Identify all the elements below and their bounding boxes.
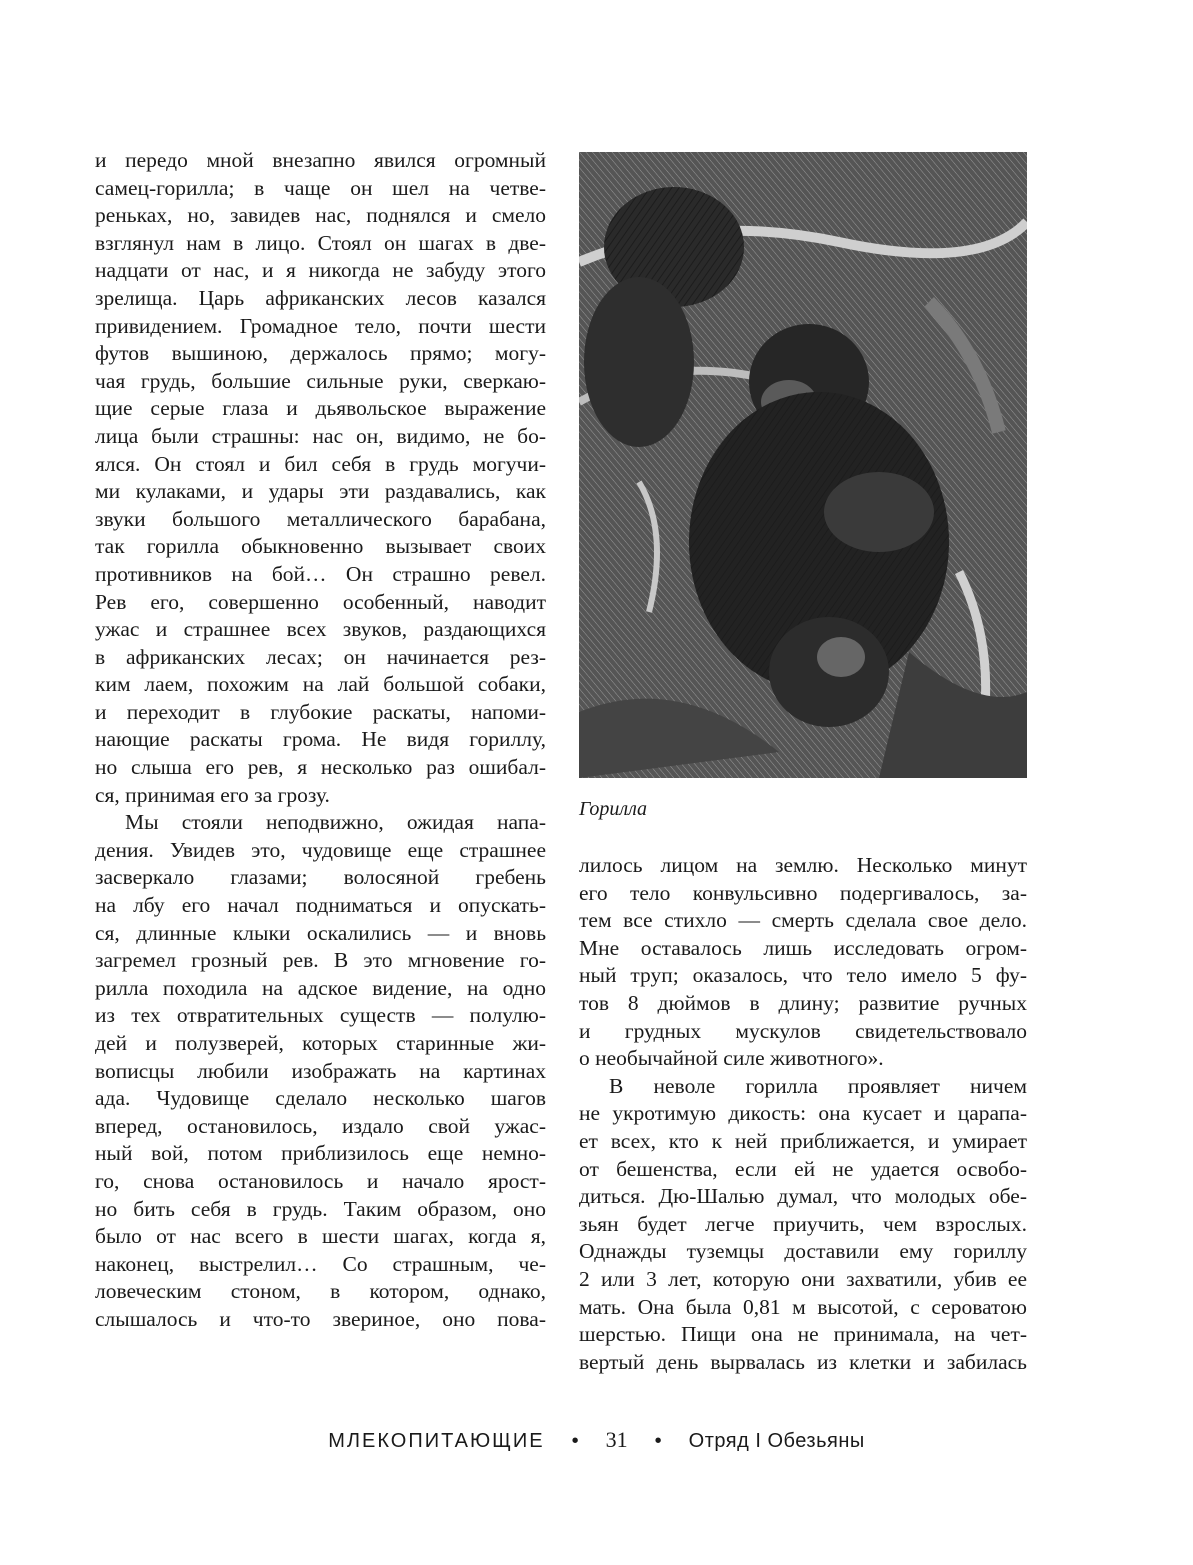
text-line: зрелища. Царь африканских лесов казался [95,285,546,310]
left-text-column [95,147,546,1334]
text-line: реньках, но, завидев нас, поднялся и смело [95,203,546,228]
gorilla-illustration [579,152,1027,778]
text-line: на лбу его начал подниматься и опускать- [95,893,546,918]
text-line: ким лаем, похожим на лай большой собаки, [95,672,546,697]
text-line: нающие раскаты грома. Не видя гориллу, [95,727,546,752]
text-line: 2 или 3 лет, которую они захватили, убив ее [579,1266,1027,1291]
text-line: и передо мной внезапно явился огромный [95,148,546,172]
text-line: загремел грозный рев. В это мгновение го- [95,948,546,973]
text-line: привидением. Громадное тело, почти шести [95,313,546,338]
text-line: от бешенства, если ей не удается освобо- [579,1156,1027,1181]
text-line: вперед, остановилось, издало свой ужас- [95,1113,546,1138]
text-line: вописцы любили изображать на картинах [95,1058,546,1083]
text-line: диться. Дю-Шалью думал, что молодых обе- [579,1184,1027,1209]
text-line: его тело конвульсивно подергивалось, за- [579,880,1027,905]
text-line: слышалось и что-то звериное, оно пова- [95,1306,546,1331]
text-line: щие серые глаза и дьявольское выражение [95,396,546,421]
text-line: лилось лицом на землю. Несколько минут [579,853,1027,877]
text-line: и переходит в глубокие раскаты, напоми- [95,699,546,724]
text-line: но слыша его рев, я несколько раз ошибал- [95,755,546,780]
gorilla-engraving-icon [579,152,1027,778]
text-line: ужас и страшнее всех звуков, раздающихся [95,617,546,642]
text-line: лица были страшны: нас он, видимо, не бо- [95,423,546,448]
text-line: ет всех, кто к ней приближается, и умирает [579,1128,1027,1153]
text-line: дей и полузверей, которых старинные жи- [95,1031,546,1055]
text-line: В неволе горилла проявляет ничем [609,1073,1027,1098]
text-line: было от нас всего в шести шагах, когда я, [95,1224,546,1249]
text-line: мать. Она была 0,81 м высотой, с сероватою [579,1294,1027,1319]
text-line: ада. Чудовище сделало несколько шагов [95,1086,546,1111]
text-line: звуки большого металлического барабана, [95,506,546,531]
text-line: не укротимую дикость: она кусает и царапа- [579,1101,1027,1126]
text-line: самец-горилла; в чаще он шел на четве- [95,175,546,200]
text-line: в африканских лесах; он начинается рез- [95,644,546,669]
text-line: ми кулаками, и удары эти раздавались, как [95,479,546,504]
right-text-column [579,852,1027,1376]
text-line: ся, длинные клыки оскалились — и вновь [95,920,546,945]
text-line: Мне оставалось лишь исследовать огром- [579,935,1027,960]
text-line: ный вой, потом приблизилось еще немно- [95,1141,546,1166]
text-line: наконец, выстрелил… Со страшным, че- [95,1251,546,1276]
text-line: Рев его, совершенно особенный, наводит [95,589,546,614]
text-line: надцати от нас, и я никогда не забуду этого [95,258,546,283]
text-line: засверкало глазами; волосяной гребень [95,865,546,890]
text-line: шерстью. Пищи она не принимала, на чет- [579,1322,1027,1347]
text-line: и грудных мускулов свидетельствовало [579,1018,1027,1043]
text-line: Мы стояли неподвижно, ожидая напа- [125,810,546,835]
text-line: дения. Увидев это, чудовище еще страшнее [95,837,546,862]
text-line: тем все стихло — смерть сделала свое дело. [579,908,1027,933]
page-number: 31 [605,1427,628,1452]
text-line: ный труп; оказалось, что тело имело 5 фу- [579,963,1027,988]
footer-separator: • [571,1430,579,1452]
footer-section-title: МЛЕКОПИТАЮЩИЕ [328,1430,545,1452]
text-line: го, снова остановилось и начало ярост- [95,1168,546,1193]
text-line: вертый день вырвалась из клетки и забилась [579,1349,1027,1374]
text-line: ся, принимая его за грозу. [95,782,330,807]
text-line: но бить себя в грудь. Таким образом, оно [95,1196,546,1221]
text-line: из тех отвратительных существ — полулю- [95,1003,546,1028]
text-line: так горилла обыкновенно вызывает своих [95,534,546,559]
text-line: чая грудь, большие сильные руки, сверкаю- [95,368,546,393]
text-line: противников на бой… Он страшно ревел. [95,561,546,586]
text-line: взглянул нам в лицо. Стоял он шагах в две- [95,230,546,255]
text-line: тов 8 дюймов в длину; развитие ручных [579,990,1027,1015]
text-line: рилла походила на адское видение, на одно [95,975,546,1000]
text-line: ловеческим стоном, в котором, однако, [95,1279,546,1304]
figure-caption: Горилла [579,798,648,820]
text-line: футов вышиною, держалось прямо; могу- [95,341,546,366]
text-line: ялся. Он стоял и бил себя в грудь могучи- [95,451,546,476]
text-line: зьян будет легче приучить, чем взрослых. [579,1211,1027,1236]
footer-chapter-title: Отряд I Обезьяны [688,1430,865,1452]
text-line: Однажды туземцы доставили ему гориллу [579,1239,1027,1264]
text-line: о необычайной силе животного». [579,1046,884,1071]
page-footer [0,1427,1193,1453]
footer-separator: • [654,1430,662,1452]
